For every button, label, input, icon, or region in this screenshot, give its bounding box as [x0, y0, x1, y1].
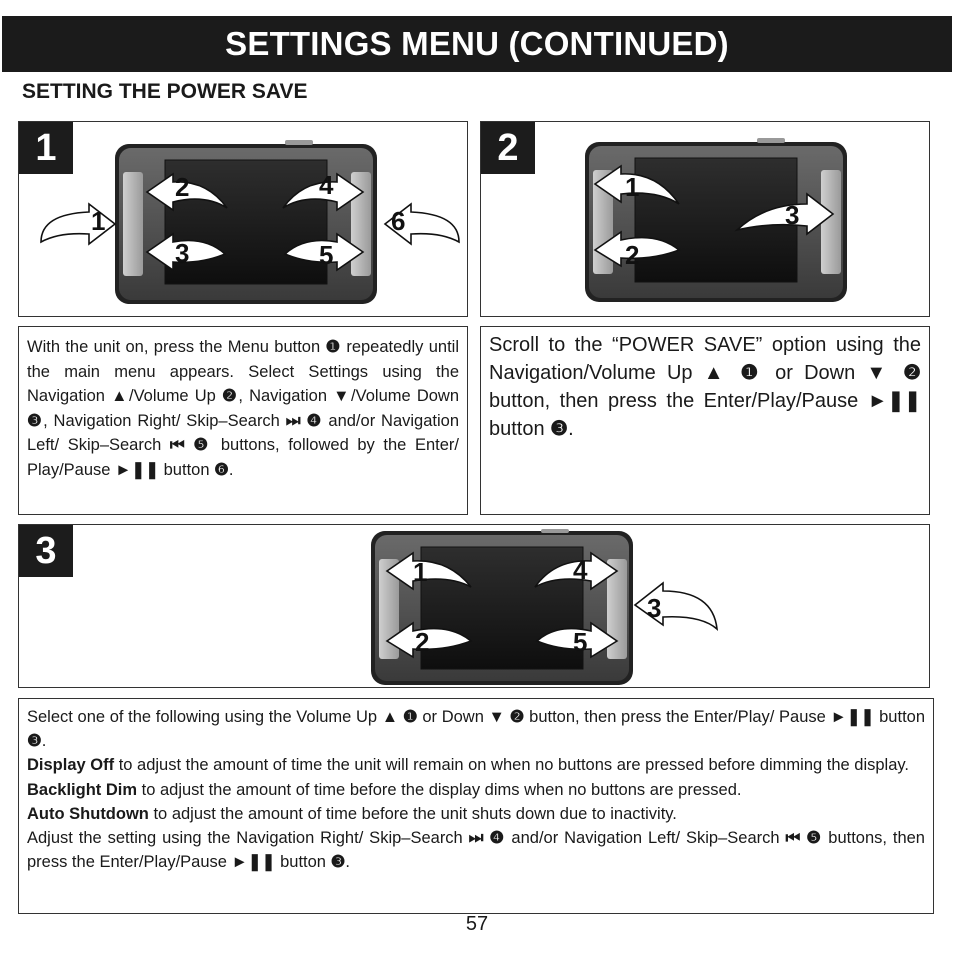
callout-4: 4: [319, 170, 334, 200]
circled-6-icon: ❻: [214, 460, 229, 479]
callout-4: 4: [573, 555, 588, 585]
step-3-panel: [18, 524, 930, 688]
play-pause-icon: ►❚❚: [231, 853, 276, 872]
skip-forward-icon: ⏭: [285, 411, 301, 430]
circled-3-icon: ❸: [330, 853, 346, 872]
skip-back-icon: ⏮: [169, 436, 185, 454]
circled-2-icon: ❷: [221, 387, 239, 405]
step-1-panel: [18, 121, 468, 317]
circled-4-icon: ❹: [489, 829, 506, 848]
step-2-instructions: Scroll to the “POWER SAVE” option using the Navigation/Volume Up ▲ ❶ or Down ▼ ❷ button, then press the Enter/Play/Pause ►❚❚ button ❸.: [480, 326, 930, 515]
skip-forward-icon: ⏭: [468, 829, 484, 848]
power-save-options: [18, 698, 934, 914]
section-heading: SETTING THE POWER SAVE: [22, 80, 308, 103]
step-number: 3: [19, 525, 73, 577]
adjust-paragraph: Adjust the setting using the Navigation Right/ Skip–Search ⏭ ❹ and/or Navigation Left/ Skip–Search ⏮ ❺ buttons, then press the Enter/Play/Pause ►❚❚ button ❸.: [27, 829, 925, 872]
step-number: 2: [481, 122, 535, 174]
circled-2-icon: ❷: [509, 708, 525, 726]
play-pause-icon: ►❚❚: [115, 460, 160, 479]
option-backlight-dim: Backlight Dim to adjust the amount of time before the display dims when no buttons are pressed.: [27, 780, 742, 799]
skip-back-icon: ⏮: [785, 829, 801, 848]
circled-1-icon: ❶: [325, 338, 342, 356]
step-1-instructions: With the unit on, press the Menu button ❶ repeatedly until the main menu appears. Select Settings using the Navigation ▲/Volume Up ❷, Navigation ▼/Volume Down ❸, Navigation Right/ Skip–Search ⏭ ❹ and/or Navigation Left/ Skip–Search ⏮ ❺ buttons, followed by the Enter/ Play/Pause ►❚❚ button ❻.: [18, 326, 468, 515]
callout-6: 6: [391, 206, 406, 236]
circled-3-icon: ❸: [550, 418, 569, 440]
device-illustration: [29, 132, 469, 312]
device-illustration: [359, 527, 739, 687]
circled-3-icon: ❸: [27, 411, 44, 430]
callout-2: 2: [625, 240, 640, 270]
callout-5: 5: [319, 240, 334, 270]
step-number: 1: [19, 122, 73, 174]
option-display-off: Display Off to adjust the amount of time the unit will remain on when no buttons are pressed before dimming the display.: [27, 756, 909, 775]
circled-5-icon: ❺: [193, 436, 213, 454]
circled-1-icon: ❶: [402, 708, 418, 726]
circled-4-icon: ❹: [306, 411, 323, 430]
callout-1: 1: [625, 172, 640, 202]
circled-1-icon: ❶: [740, 362, 764, 384]
intro-paragraph: Select one of the following using the Volume Up ▲ ❶ or Down ▼ ❷ button, then press the Enter/Play/ Pause ►❚❚ button ❸.: [27, 708, 926, 751]
callout-1: 1: [413, 557, 428, 587]
option-auto-shutdown: Auto Shutdown to adjust the amount of time before the unit shuts down due to inactivity.: [27, 804, 677, 823]
page-number: 57: [465, 913, 489, 935]
callout-2: 2: [415, 627, 430, 657]
play-pause-icon: ►❚❚: [867, 390, 921, 412]
callout-3: 3: [647, 593, 662, 623]
circled-5-icon: ❺: [806, 829, 823, 848]
callout-2: 2: [175, 172, 190, 202]
page-title: SETTINGS MENU (CONTINUED): [2, 16, 952, 72]
play-pause-icon: ►❚❚: [830, 708, 875, 726]
circled-2-icon: ❷: [903, 362, 922, 384]
device-illustration: [481, 132, 931, 312]
callout-5: 5: [573, 627, 588, 657]
callout-3: 3: [175, 238, 190, 268]
callout-3: 3: [785, 200, 800, 230]
circled-3-icon: ❸: [27, 732, 42, 751]
step-2-panel: [480, 121, 930, 317]
callout-1: 1: [91, 206, 106, 236]
